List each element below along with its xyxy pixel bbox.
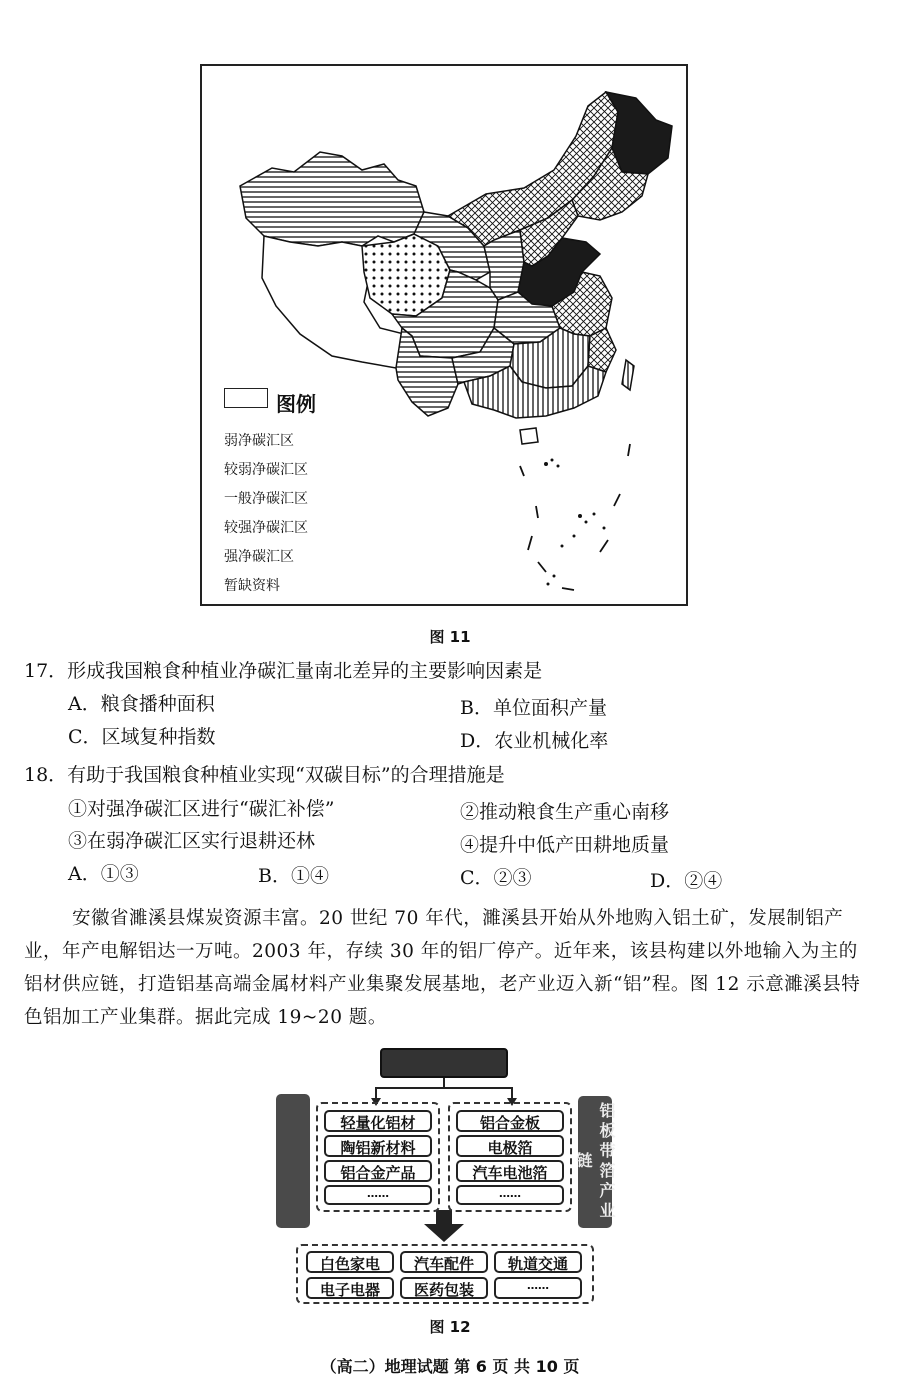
question-18-stem: 18．有助于我国粮食种植业实现“双碳目标”的合理措施是 (24, 764, 505, 786)
downstream-3: 轨道交通 (494, 1251, 582, 1273)
product-right-2: 电极箔 (456, 1135, 564, 1157)
downstream-1: 白色家电 (306, 1251, 394, 1273)
right-side-label: 铝板带箔产业链 (578, 1096, 612, 1228)
swatch-blank (224, 388, 268, 408)
region-xinjiang (240, 152, 424, 246)
downstream-4: 电子电器 (306, 1277, 394, 1299)
product-right-3: 汽车电池箔 (456, 1160, 564, 1182)
product-left-3: 铝合金产品 (324, 1160, 432, 1182)
q17-option-b: B．单位面积产量 (460, 697, 607, 719)
region-taiwan (622, 360, 634, 390)
q18-statement-2: ②推动粮食生产重心南移 (460, 801, 670, 823)
q18-statement-3: ③在弱净碳汇区实行退耕还林 (68, 830, 316, 852)
figure-11-map (200, 64, 688, 606)
q18-option-d: D．②④ (650, 870, 723, 892)
legend-label: 较弱净碳汇区 (224, 461, 308, 478)
map-legend (224, 388, 424, 599)
q18-statement-1: ①对强净碳汇区进行“碳汇补偿” (68, 798, 335, 820)
q17-option-a: A．粮食播种面积 (68, 693, 215, 715)
product-left-more: …… (324, 1185, 432, 1205)
region-fujian (588, 328, 616, 372)
q18-statement-4: ④提升中低产田耕地质量 (460, 834, 670, 856)
figure-12-diagram (276, 1046, 616, 1308)
legend-label: 强净碳汇区 (224, 548, 294, 565)
q17-option-d: D．农业机械化率 (460, 730, 609, 752)
south-sea-islands (544, 459, 606, 586)
region-hainan (520, 428, 538, 444)
product-right-1: 铝合金板 (456, 1110, 564, 1132)
figure-11-caption: 图 11 (429, 628, 471, 646)
q18-option-a: A．①③ (68, 863, 139, 885)
legend-label: 较强净碳汇区 (224, 519, 308, 536)
legend-label: 暂缺资料 (224, 577, 280, 594)
legend-item-weaker (224, 454, 424, 483)
left-product-group (316, 1102, 440, 1212)
product-right-more: …… (456, 1185, 564, 1205)
legend-item-stronger (224, 512, 424, 541)
q18-option-c: C．②③ (460, 867, 532, 889)
legend-item-no-data (224, 570, 424, 599)
legend-label: 弱净碳汇区 (224, 432, 294, 449)
figure-12-caption: 图 12 (429, 1318, 471, 1336)
downstream-2: 汽车配件 (400, 1251, 488, 1273)
region-inner-mongolia (448, 92, 618, 246)
nine-dash-line (520, 444, 630, 590)
legend-item-weak (224, 425, 424, 454)
left-side-label (276, 1094, 310, 1228)
legend-title: 图例 (276, 392, 316, 416)
page-footer: （高二）地理试题 第 6 页 共 10 页 (320, 1357, 580, 1376)
legend-label: 一般净碳汇区 (224, 490, 308, 507)
question-17-stem: 17．形成我国粮食种植业净碳汇量南北差异的主要影响因素是 (24, 660, 543, 682)
legend-item-general (224, 483, 424, 512)
q18-option-b: B．①④ (258, 865, 329, 887)
downstream-more: …… (494, 1277, 582, 1299)
downstream-group (296, 1244, 594, 1304)
right-product-group (448, 1102, 572, 1212)
downstream-5: 医药包装 (400, 1277, 488, 1299)
product-left-2: 陶铝新材料 (324, 1135, 432, 1157)
q17-option-c: C．区域复种指数 (68, 726, 216, 748)
legend-item-strong (224, 541, 424, 570)
passage-text: 安徽省濉溪县煤炭资源丰富。20 世纪 70 年代，濉溪县开始从外地购入铝土矿，发展制铝产业，年产电解铝达一万吨。2003 年，存续 30 年的铝厂停产。近年来，该县构建以外地输入为主的铝材供应链，打造铝基高端金属材料产业集聚发展基地，老产业迈入新“铝”程。图 12 示意濉溪县特色铝加工产业集群。据此完成 19~20 题。 (24, 908, 861, 1028)
product-left-1: 轻量化铝材 (324, 1110, 432, 1132)
